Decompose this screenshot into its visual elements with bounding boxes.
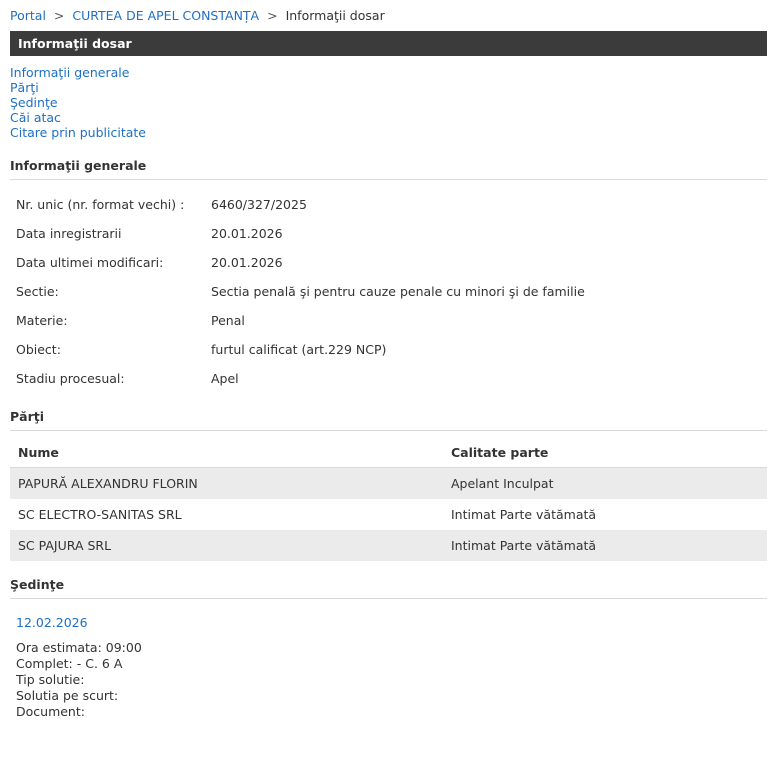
table-row [0,277,777,306]
info-value: Apel [211,371,239,386]
info-label: Sectie: [16,284,59,299]
info-label: Nr. unic (nr. format vechi) : [16,197,185,212]
hearing-short-solution: Solutia pe scurt: [16,688,119,703]
nav-item-parti[interactable]: Părţi [10,80,39,95]
hearing-estimated-time: Ora estimata: 09:00 [16,640,142,655]
nav-item-cai-atac[interactable]: Căi atac [10,110,61,125]
nav-item-citare-prin-publicitate[interactable]: Citare prin publicitate [10,125,146,140]
heading-parti: Părţi [10,409,767,431]
info-label: Data ultimei modificari: [16,255,164,270]
hearing-item [16,615,777,720]
info-label: Materie: [16,313,68,328]
party-name: SC ELECTRO-SANITAS SRL [18,507,182,522]
info-value: Sectia penală şi pentru cauze penale cu minori şi de familie [211,284,585,299]
nav-item-informatii-generale[interactable]: Informaţii generale [10,65,130,80]
heading-informatii-generale: Informaţii generale [10,158,767,180]
table-row [0,335,777,364]
heading-sedinte: Şedinţe [10,577,767,599]
hearing-details [16,640,777,720]
breadcrumb-item-current: Informaţii dosar [285,8,385,23]
info-value: Penal [211,313,245,328]
table-row [0,364,777,393]
breadcrumb-item-court[interactable]: CURTEA DE APEL CONSTANȚA [72,8,260,23]
table-row [10,468,767,500]
column-header-calitate: Calitate parte [443,445,767,468]
table-row [0,190,777,219]
info-value: 20.01.2026 [211,226,283,241]
table-row [0,306,777,335]
section-nav [10,65,777,140]
general-info-table [0,190,777,393]
party-name: PAPURĂ ALEXANDRU FLORIN [10,468,443,500]
info-value: furtul calificat (art.229 NCP) [211,342,387,357]
hearing-document: Document: [16,704,85,719]
parties-table [10,445,767,561]
info-label: Data inregistrarii [16,226,122,241]
party-role: Apelant Inculpat [443,468,767,500]
info-label: Obiect: [16,342,61,357]
table-row [10,499,767,530]
table-header-row [10,445,767,468]
party-role: Intimat Parte vătămată [451,507,597,522]
breadcrumb-separator: > [267,8,278,23]
table-row [0,219,777,248]
info-label: Stadiu procesual: [16,371,125,386]
party-role: Intimat Parte vătămată [443,530,767,561]
breadcrumb-item-portal[interactable]: Portal [10,8,46,23]
hearing-solution-type: Tip solutie: [16,672,85,687]
hearing-panel: Complet: - C. 6 A [16,656,123,671]
page-title: Informaţii dosar [10,31,767,56]
table-row [0,248,777,277]
breadcrumb [0,0,777,29]
column-header-nume: Nume [10,445,443,468]
hearing-date-link[interactable]: 12.02.2026 [16,615,88,630]
info-value: 6460/327/2025 [211,197,307,212]
table-row [10,530,767,561]
party-name: SC PAJURA SRL [10,530,443,561]
nav-item-sedinte[interactable]: Şedinţe [10,95,58,110]
breadcrumb-separator: > [53,8,65,23]
info-value: 20.01.2026 [211,255,283,270]
